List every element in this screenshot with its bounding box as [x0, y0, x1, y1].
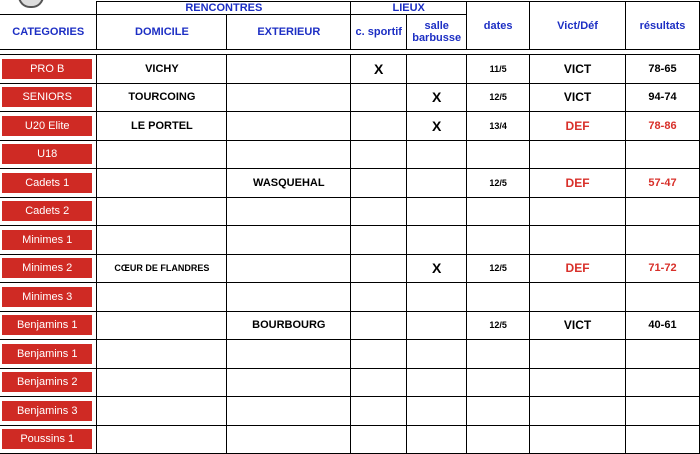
category-label: Minimes 1: [2, 230, 92, 250]
date-cell: 12/5: [467, 83, 530, 112]
table-row: [0, 254, 700, 283]
resultat-cell: 78-65: [625, 55, 699, 84]
category-cell: [0, 254, 97, 283]
table-row: [0, 226, 700, 255]
domicile-cell: [97, 340, 227, 369]
header-domicile: DOMICILE: [97, 15, 227, 50]
date-cell: [467, 140, 530, 169]
table-row: [0, 169, 700, 198]
category-label: PRO B: [2, 59, 92, 79]
salle-barbusse-cell: [407, 397, 467, 426]
c-sportif-cell: [351, 226, 407, 255]
category-cell: [0, 425, 97, 454]
vict-def-cell: [530, 397, 626, 426]
exterieur-cell: [227, 254, 351, 283]
table-row: [0, 112, 700, 141]
salle-barbusse-cell: [407, 311, 467, 340]
exterieur-cell: BOURBOURG: [227, 311, 351, 340]
category-label: SENIORS: [2, 87, 92, 107]
table-row: [0, 425, 700, 454]
domicile-cell: [97, 283, 227, 312]
vict-def-cell: DEF: [530, 169, 626, 198]
resultat-cell: 40-61: [625, 311, 699, 340]
date-cell: 13/4: [467, 112, 530, 141]
vict-def-cell: [530, 340, 626, 369]
date-cell: 12/5: [467, 254, 530, 283]
resultat-cell: [625, 368, 699, 397]
category-cell: [0, 397, 97, 426]
date-cell: [467, 425, 530, 454]
category-cell: [0, 83, 97, 112]
table-row: [0, 55, 700, 84]
salle-barbusse-cell: [407, 226, 467, 255]
domicile-cell: [97, 425, 227, 454]
c-sportif-cell: [351, 254, 407, 283]
table-row: [0, 83, 700, 112]
table-row: [0, 197, 700, 226]
salle-barbusse-cell: [407, 197, 467, 226]
resultat-cell: [625, 197, 699, 226]
exterieur-cell: [227, 340, 351, 369]
vict-def-cell: [530, 197, 626, 226]
results-table: [0, 1, 700, 454]
domicile-cell: [97, 169, 227, 198]
c-sportif-cell: [351, 140, 407, 169]
salle-barbusse-cell: [407, 368, 467, 397]
salle-barbusse-cell: X: [407, 83, 467, 112]
header-lieux: LIEUX: [351, 2, 467, 15]
category-label: Poussins 1: [2, 429, 92, 449]
exterieur-cell: WASQUEHAL: [227, 169, 351, 198]
resultat-cell: [625, 425, 699, 454]
exterieur-cell: [227, 55, 351, 84]
exterieur-cell: [227, 368, 351, 397]
exterieur-cell: [227, 283, 351, 312]
category-label: U20 Elite: [2, 116, 92, 136]
resultat-cell: 78-86: [625, 112, 699, 141]
date-cell: [467, 368, 530, 397]
salle-barbusse-cell: X: [407, 112, 467, 141]
exterieur-cell: [227, 226, 351, 255]
domicile-cell: [97, 397, 227, 426]
exterieur-cell: [227, 83, 351, 112]
header-vict-def: Vict/Déf: [530, 2, 626, 50]
c-sportif-cell: [351, 197, 407, 226]
category-label: Minimes 3: [2, 287, 92, 307]
header-salle-barbusse: salle barbusse: [407, 15, 467, 50]
header-c-sportif: c. sportif: [351, 15, 407, 50]
vict-def-cell: DEF: [530, 112, 626, 141]
header-dates: dates: [467, 2, 530, 50]
exterieur-cell: [227, 425, 351, 454]
table-row: [0, 283, 700, 312]
date-cell: 11/5: [467, 55, 530, 84]
c-sportif-cell: [351, 283, 407, 312]
salle-barbusse-cell: [407, 140, 467, 169]
c-sportif-cell: [351, 169, 407, 198]
date-cell: [467, 226, 530, 255]
category-cell: [0, 311, 97, 340]
salle-barbusse-cell: [407, 169, 467, 198]
resultat-cell: [625, 340, 699, 369]
vict-def-cell: [530, 283, 626, 312]
exterieur-cell: [227, 140, 351, 169]
category-label: Minimes 2: [2, 258, 92, 278]
domicile-cell: TOURCOING: [97, 83, 227, 112]
resultat-cell: 57-47: [625, 169, 699, 198]
category-label: Benjamins 1: [2, 315, 92, 335]
resultat-cell: 71-72: [625, 254, 699, 283]
c-sportif-cell: [351, 311, 407, 340]
table-row: [0, 397, 700, 426]
vict-def-cell: [530, 226, 626, 255]
category-label: Benjamins 3: [2, 401, 92, 421]
salle-barbusse-cell: [407, 340, 467, 369]
table-row: [0, 311, 700, 340]
table-row: [0, 368, 700, 397]
category-label: Benjamins 1: [2, 344, 92, 364]
exterieur-cell: [227, 397, 351, 426]
date-cell: 12/5: [467, 311, 530, 340]
vict-def-cell: [530, 368, 626, 397]
category-cell: [0, 55, 97, 84]
date-cell: 12/5: [467, 169, 530, 198]
category-label: Cadets 1: [2, 173, 92, 193]
vict-def-cell: DEF: [530, 254, 626, 283]
domicile-cell: VICHY: [97, 55, 227, 84]
table-row: [0, 140, 700, 169]
category-cell: [0, 112, 97, 141]
domicile-cell: [97, 197, 227, 226]
header-categories: CATEGORIES: [0, 15, 97, 50]
vict-def-cell: [530, 140, 626, 169]
salle-barbusse-cell: X: [407, 254, 467, 283]
c-sportif-cell: [351, 340, 407, 369]
domicile-cell: [97, 140, 227, 169]
category-cell: [0, 140, 97, 169]
date-cell: [467, 197, 530, 226]
exterieur-cell: [227, 112, 351, 141]
c-sportif-cell: X: [351, 55, 407, 84]
header-resultats: résultats: [625, 2, 699, 50]
resultat-cell: [625, 226, 699, 255]
domicile-cell: LE PORTEL: [97, 112, 227, 141]
domicile-cell: CŒUR DE FLANDRES: [97, 254, 227, 283]
domicile-cell: [97, 311, 227, 340]
salle-barbusse-cell: [407, 425, 467, 454]
c-sportif-cell: [351, 397, 407, 426]
c-sportif-cell: [351, 83, 407, 112]
exterieur-cell: [227, 197, 351, 226]
resultat-cell: [625, 140, 699, 169]
domicile-cell: [97, 226, 227, 255]
category-cell: [0, 197, 97, 226]
c-sportif-cell: [351, 368, 407, 397]
category-label: Cadets 2: [2, 201, 92, 221]
category-cell: [0, 368, 97, 397]
resultat-cell: 94-74: [625, 83, 699, 112]
results-body: [0, 50, 700, 454]
resultat-cell: [625, 283, 699, 312]
category-label: Benjamins 2: [2, 372, 92, 392]
header-exterieur: EXTERIEUR: [227, 15, 351, 50]
resultat-cell: [625, 397, 699, 426]
category-cell: [0, 340, 97, 369]
date-cell: [467, 340, 530, 369]
header-spacer: [0, 2, 97, 15]
domicile-cell: [97, 368, 227, 397]
date-cell: [467, 283, 530, 312]
c-sportif-cell: [351, 112, 407, 141]
category-label: U18: [2, 144, 92, 164]
category-cell: [0, 226, 97, 255]
vict-def-cell: VICT: [530, 83, 626, 112]
salle-barbusse-cell: [407, 55, 467, 84]
c-sportif-cell: [351, 425, 407, 454]
header-rencontres: RENCONTRES: [97, 2, 351, 15]
category-cell: [0, 283, 97, 312]
vict-def-cell: VICT: [530, 311, 626, 340]
salle-barbusse-cell: [407, 283, 467, 312]
vict-def-cell: VICT: [530, 55, 626, 84]
category-cell: [0, 169, 97, 198]
table-row: [0, 340, 700, 369]
date-cell: [467, 397, 530, 426]
vict-def-cell: [530, 425, 626, 454]
